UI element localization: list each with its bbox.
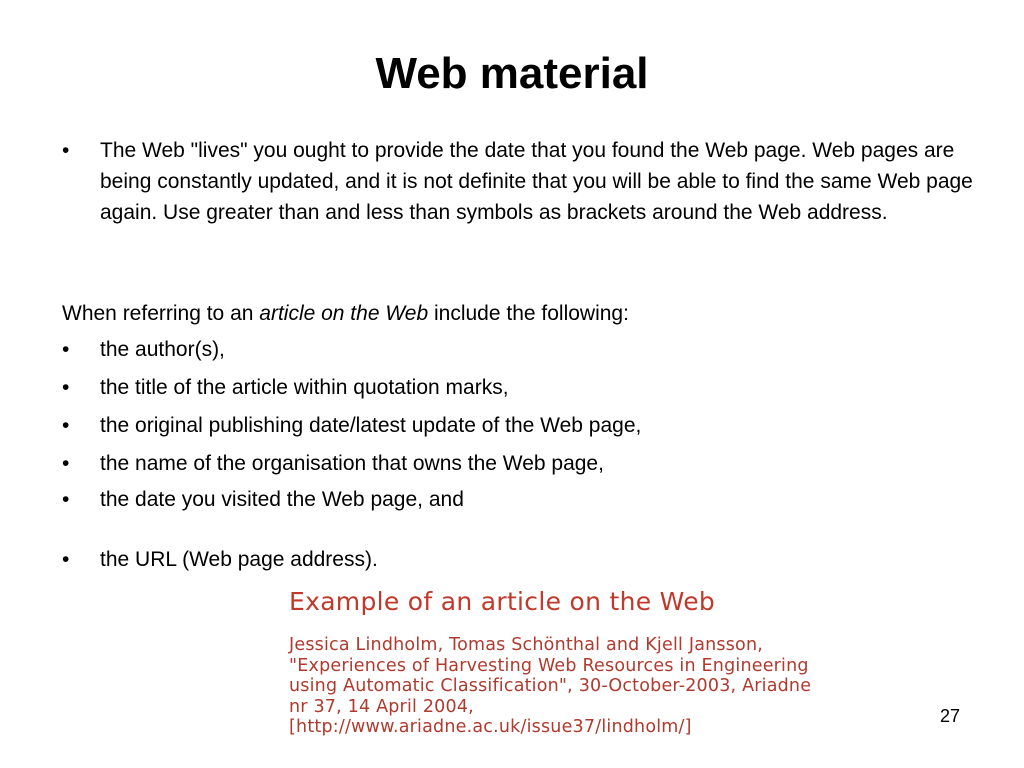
list-item — [62, 372, 982, 403]
referring-suffix: include the following: — [428, 302, 629, 325]
example-title: Example of an article on the Web — [289, 587, 716, 616]
citation-url: [http://www.ariadne.ac.uk/issue37/lindholm/] — [289, 717, 692, 737]
list-item-text: the title of the article within quotation marks, — [100, 376, 509, 399]
bullet-symbol: • — [62, 488, 70, 511]
list-item — [62, 410, 982, 441]
referring-paragraph — [62, 298, 629, 329]
citation-line: nr 37, 14 April 2004, — [289, 696, 474, 717]
bullet-symbol: • — [62, 548, 70, 571]
bullet-symbol: • — [62, 376, 70, 399]
list-item — [62, 484, 982, 515]
referring-emphasis: article on the Web — [259, 302, 429, 325]
list-item-text: the original publishing date/latest update of the Web page, — [100, 414, 642, 437]
intro-bullet-text: The Web "lives" you ought to provide the date that you found the Web page. Web pages are being constantly updated, and it is not definite that you will be able to find the same Web page again. Use greater than and less than symbols as brackets around the Web address. — [100, 139, 973, 224]
list-item — [62, 448, 982, 479]
bullet-symbol: • — [62, 452, 70, 475]
bullet-symbol: • — [62, 139, 70, 162]
page-number: 27 — [940, 706, 961, 726]
bullet-symbol: • — [62, 414, 70, 437]
list-item-text: the author(s), — [100, 338, 225, 361]
bullet-symbol: • — [62, 338, 70, 361]
list-item-text: the date you visited the Web page, and — [100, 488, 464, 511]
intro-bullet — [62, 135, 982, 228]
list-item — [62, 334, 982, 365]
list-item-text: the name of the organisation that owns the Web page, — [100, 452, 604, 475]
citation-line: Jessica Lindholm, Tomas Schönthal and Kjell Jansson, — [289, 635, 764, 655]
example-citation — [289, 635, 959, 738]
referring-prefix: When referring to an — [62, 302, 260, 325]
list-item-text: the URL (Web page address). — [100, 548, 378, 571]
citation-line: "Experiences of Harvesting Web Resources in Engineering — [289, 655, 809, 676]
slide-title: Web material — [375, 49, 649, 98]
list-item — [62, 544, 982, 575]
citation-line: using Automatic Classification", 30-October-2003, Ariadne — [289, 676, 812, 696]
